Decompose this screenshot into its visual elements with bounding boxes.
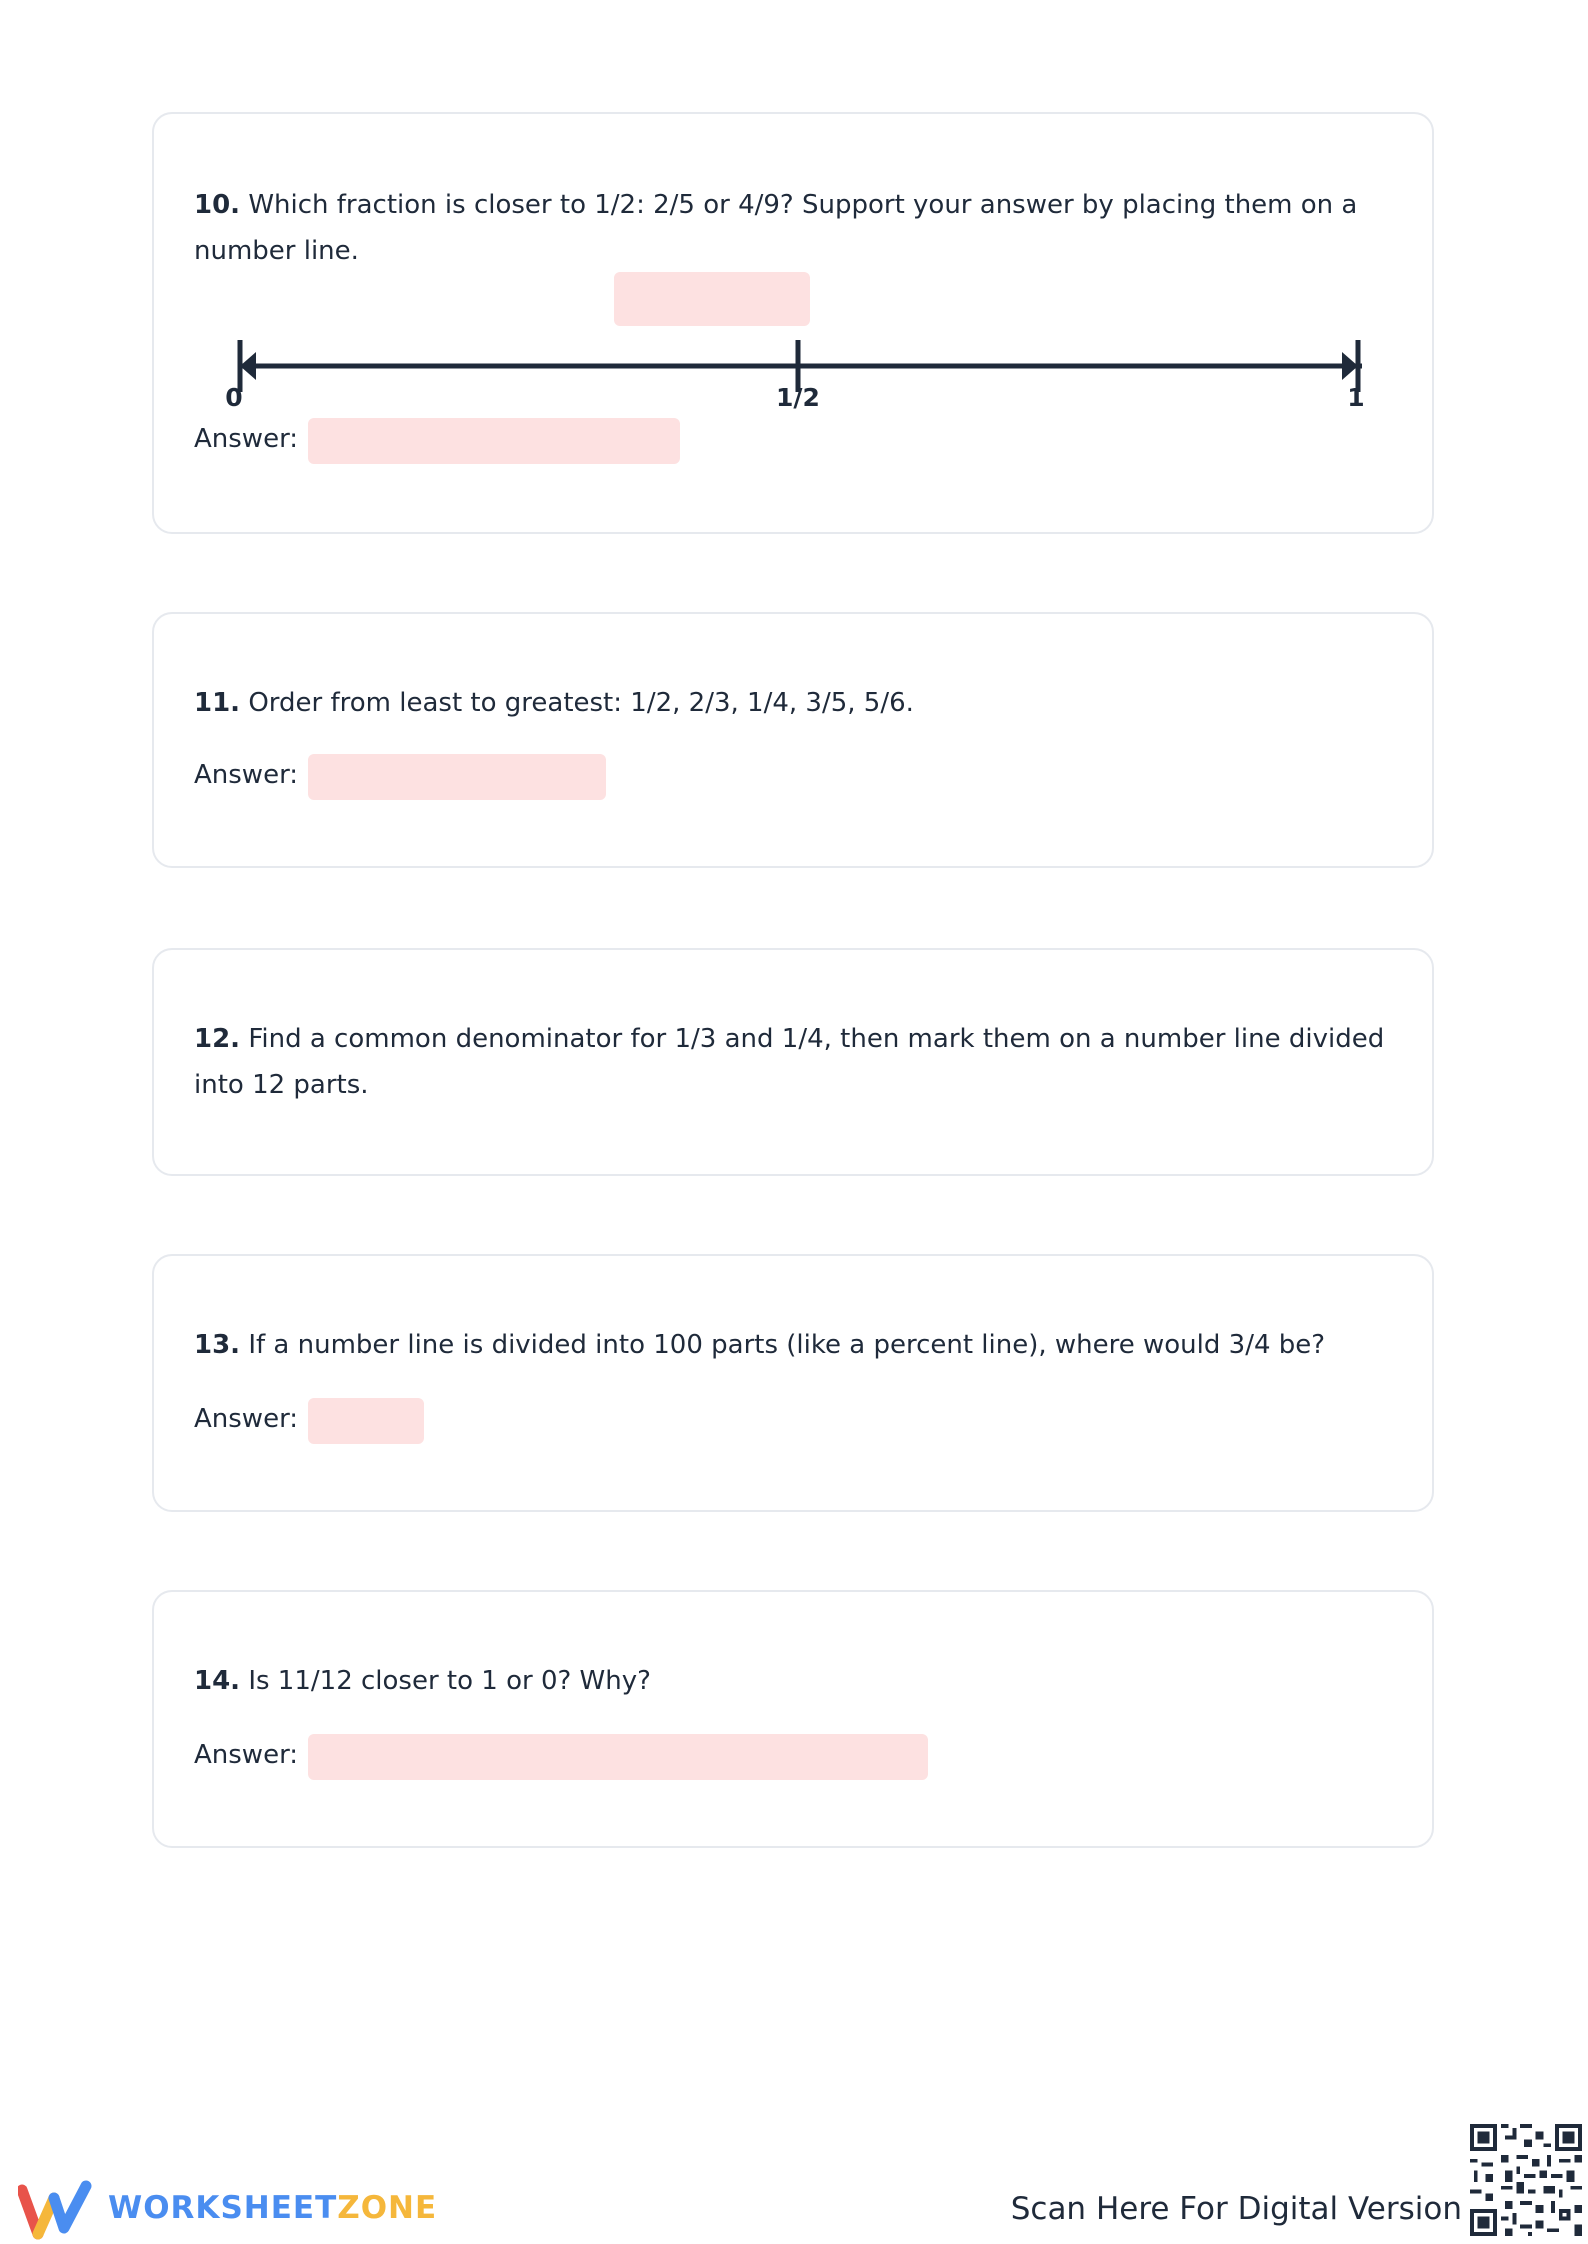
answer-label: Answer: [194, 424, 299, 454]
question-prompt: Is 11/12 closer to 1 or 0? Why? [248, 1666, 651, 1696]
question-number: 12. [194, 1024, 241, 1054]
answer-label: Answer: [194, 1404, 299, 1434]
answer-input[interactable] [308, 1398, 424, 1444]
answer-input[interactable] [308, 418, 680, 464]
question-number: 13. [194, 1330, 241, 1360]
question-card-10 [152, 112, 1434, 534]
number-line [154, 114, 1436, 414]
brand-part-1: WORKSHEET [108, 2190, 338, 2226]
question-card-11 [152, 612, 1434, 868]
question-card-12 [152, 948, 1434, 1176]
tick-label-0: 0 [225, 383, 243, 412]
question-prompt: If a number line is divided into 100 parts (like a percent line), where would 3/4 be? [248, 1330, 1326, 1360]
question-text [194, 1016, 1392, 1108]
worksheetzone-logo-icon [18, 2180, 96, 2240]
question-prompt: Order from least to greatest: 1/2, 2/3, 1/4, 3/5, 5/6. [248, 688, 914, 718]
answer-label: Answer: [194, 760, 299, 790]
brand-part-2: ZONE [337, 2190, 438, 2226]
tick-label-half: 1/2 [776, 383, 820, 412]
question-card-14 [152, 1590, 1434, 1848]
question-text [194, 1658, 1392, 1704]
tick-label-1: 1 [1347, 383, 1365, 412]
qr-code-icon[interactable] [1470, 2124, 1582, 2236]
scan-text: Scan Here For Digital Version [1010, 2191, 1462, 2227]
answer-input[interactable] [308, 1734, 928, 1780]
answer-label: Answer: [194, 1740, 299, 1770]
brand-name [108, 2190, 437, 2226]
answer-input[interactable] [308, 754, 606, 800]
question-text [194, 680, 1392, 726]
question-text [194, 1322, 1392, 1368]
question-number: 14. [194, 1666, 241, 1696]
question-card-13 [152, 1254, 1434, 1512]
question-prompt: Find a common denominator for 1/3 and 1/4, then mark them on a number line divided into 12 parts. [194, 1024, 1385, 1100]
question-prompt: Which fraction is closer to 1/2: 2/5 or 4/9? Support your answer by placing them on a number line. [194, 190, 1358, 266]
question-number: 10. [194, 190, 241, 220]
question-number: 11. [194, 688, 241, 718]
